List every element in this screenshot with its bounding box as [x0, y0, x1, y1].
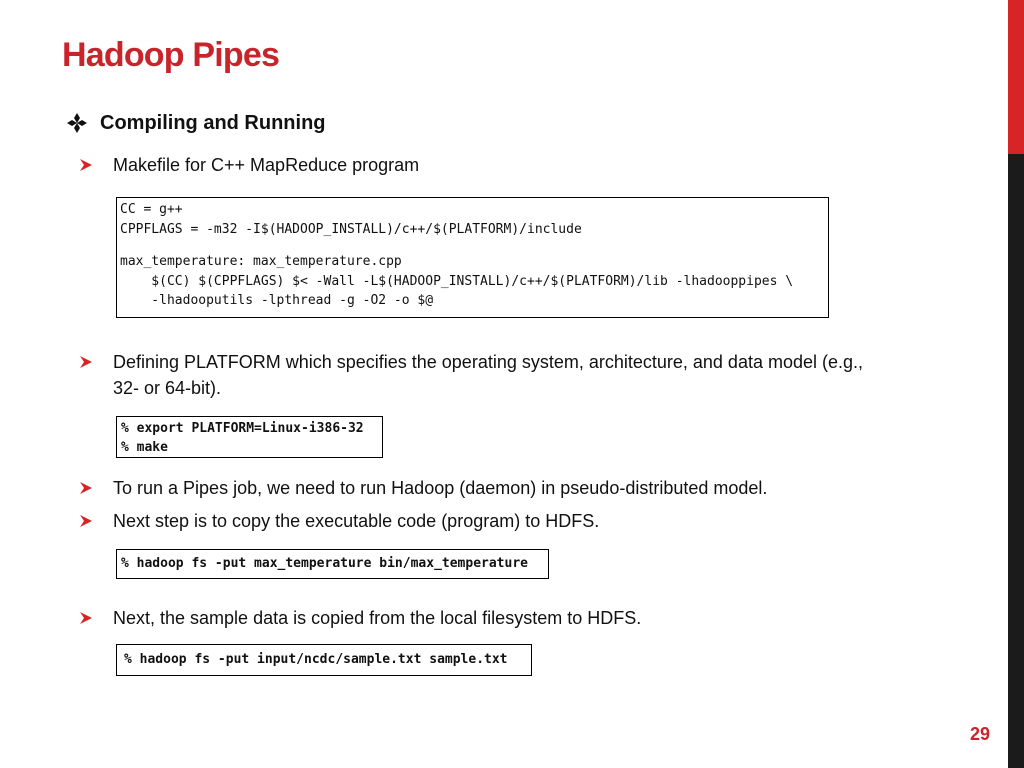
bullet-text: Next step is to copy the executable code (program) to HDFS.	[113, 511, 600, 531]
bullet-item	[79, 475, 879, 501]
code-line: max_temperature: max_temperature.cpp	[120, 254, 402, 270]
bullet-text: Makefile for C++ MapReduce program	[113, 155, 420, 175]
bullet-item	[79, 152, 879, 178]
slide-title: Hadoop Pipes	[62, 36, 280, 74]
page-number: 29	[969, 724, 990, 744]
code-line	[120, 239, 825, 252]
code-line: % hadoop fs -put max_temperature bin/max_temperature	[121, 556, 528, 571]
code-block-platform	[116, 416, 383, 458]
bullet-item	[79, 605, 879, 631]
bullet-item	[79, 508, 879, 534]
arrow-bullet-icon	[79, 158, 93, 172]
side-accent-bar-dark	[1008, 154, 1024, 768]
section-heading-label: Compiling and Running	[100, 111, 326, 134]
diamond-cluster-icon	[66, 112, 88, 134]
code-line: % make	[121, 440, 168, 455]
arrow-bullet-icon	[79, 481, 93, 495]
code-line: % export PLATFORM=Linux-i386-32	[121, 421, 364, 436]
code-block-copy-sample-data	[116, 644, 532, 676]
arrow-bullet-icon	[79, 355, 93, 369]
bullet-item	[79, 349, 879, 401]
arrow-bullet-icon	[79, 514, 93, 528]
side-accent-bar-red	[1008, 0, 1024, 154]
code-line: CPPFLAGS = -m32 -I$(HADOOP_INSTALL)/c++/$(PLATFORM)/include	[120, 221, 582, 237]
bullet-text: Defining PLATFORM which specifies the operating system, architecture, and data model (e.g., 32- or 64-bit).	[113, 352, 864, 398]
code-line: $(CC) $(CPPFLAGS) $< -Wall -L$(HADOOP_INSTALL)/c++/$(PLATFORM)/lib -lhadooppipes \	[120, 273, 794, 289]
code-line: CC = g++	[120, 202, 183, 217]
arrow-bullet-icon	[79, 611, 93, 625]
code-block-makefile	[116, 197, 829, 318]
code-block-copy-executable	[116, 549, 549, 579]
section-heading	[66, 110, 326, 136]
bullet-text: Next, the sample data is copied from the local filesystem to HDFS.	[113, 608, 642, 628]
bullet-text: To run a Pipes job, we need to run Hadoop (daemon) in pseudo-distributed model.	[113, 478, 768, 498]
code-line: % hadoop fs -put input/ncdc/sample.txt sample.txt	[124, 652, 508, 667]
code-line: -lhadooputils -lpthread -g -O2 -o $@	[120, 293, 434, 309]
